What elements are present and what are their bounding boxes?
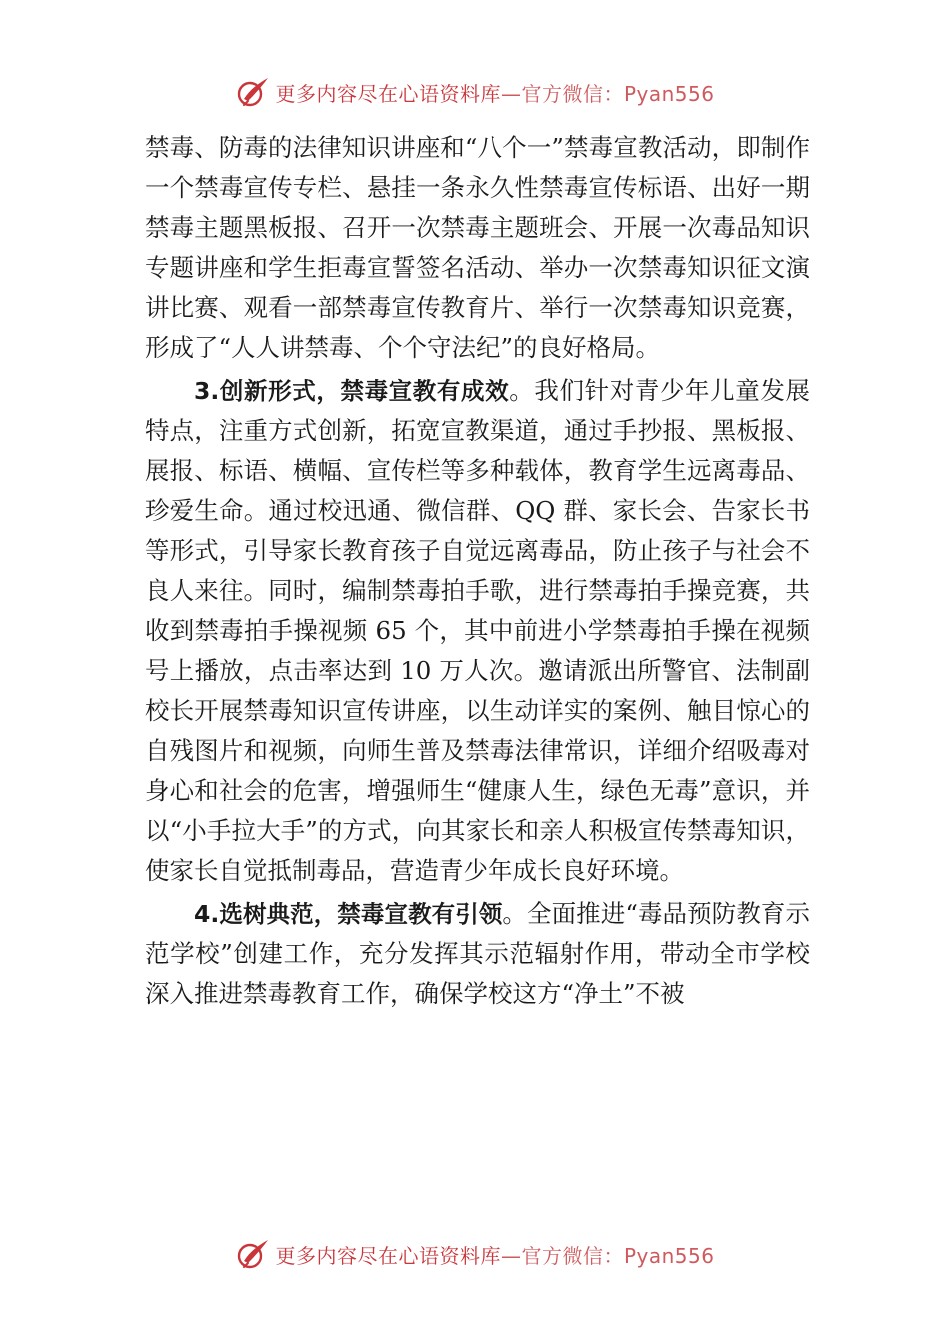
quill-pen-logo-icon [235,74,271,110]
banner-title: 更多内容尽在心语资料库 [275,1243,501,1268]
paragraph-1 [145,128,810,368]
header-banner [0,70,950,114]
paragraph-3-body: 。全面推进“毒品预防教育示范学校”创建工作，充分发挥其示范辐射作用，带动全市学校深入推进禁毒教育工作，确保学校这方“净土”不被 [145,899,810,1008]
paragraph-3-heading: 4.选树典范，禁毒宣教有引领 [194,900,503,928]
paragraph-1-body: 禁毒、防毒的法律知识讲座和“八个一”禁毒宣教活动，即制作一个禁毒宣传专栏、悬挂一条永久性禁毒宣传标语、出好一期禁毒主题黑板报、召开一次禁毒主题班会、开展一次毒品知识专题讲座和学生拒毒宣誓签名活动、举办一次禁毒知识征文演讲比赛、观看一部禁毒宣传教育片、举行一次禁毒知识竞赛，形成了“人人讲禁毒、个个守法纪”的良好格局。 [145,133,810,362]
banner-separator: — [500,81,522,106]
banner-separator: — [500,1243,522,1268]
paragraph-3 [145,894,810,1014]
banner-title: 更多内容尽在心语资料库 [275,81,501,106]
paragraph-2 [145,371,810,891]
banner-contact: 官方微信：Pyan556 [521,81,715,106]
banner-contact: 官方微信：Pyan556 [521,1243,715,1268]
quill-pen-logo-icon [235,1236,271,1272]
document-body [145,128,810,1014]
banner-text [275,78,714,107]
footer-banner [0,1232,950,1276]
paragraph-2-body: 。我们针对青少年儿童发展特点，注重方式创新，拓宽宣教渠道，通过手抄报、黑板报、展报、标语、横幅、宣传栏等多种载体，教育学生远离毒品、珍爱生命。通过校迅通、微信群、QQ 群、家长会、告家长书等形式，引导家长教育孩子自觉远离毒品，防止孩子与社会不良人来往。同时，编制禁毒拍手歌，进行禁毒拍手操竞赛，共收到禁毒拍手操视频 65 个，其中前进小学禁毒拍手操在视频号上播放，点击率达到 10 万人次。邀请派出所警官、法制副校长开展禁毒知识宣传讲座，以生动详实的案例、触目惊心的自残图片和视频，向师生普及禁毒法律常识，详细介绍吸毒对身心和社会的危害，增强师生“健康人生，绿色无毒”意识，并以“小手拉大手”的方式，向其家长和亲人积极宣传禁毒知识，使家长自觉抵制毒品，营造青少年成长良好环境。 [145,376,811,885]
banner-text [275,1240,714,1269]
paragraph-2-heading: 3.创新形式，禁毒宣教有成效 [194,377,510,405]
